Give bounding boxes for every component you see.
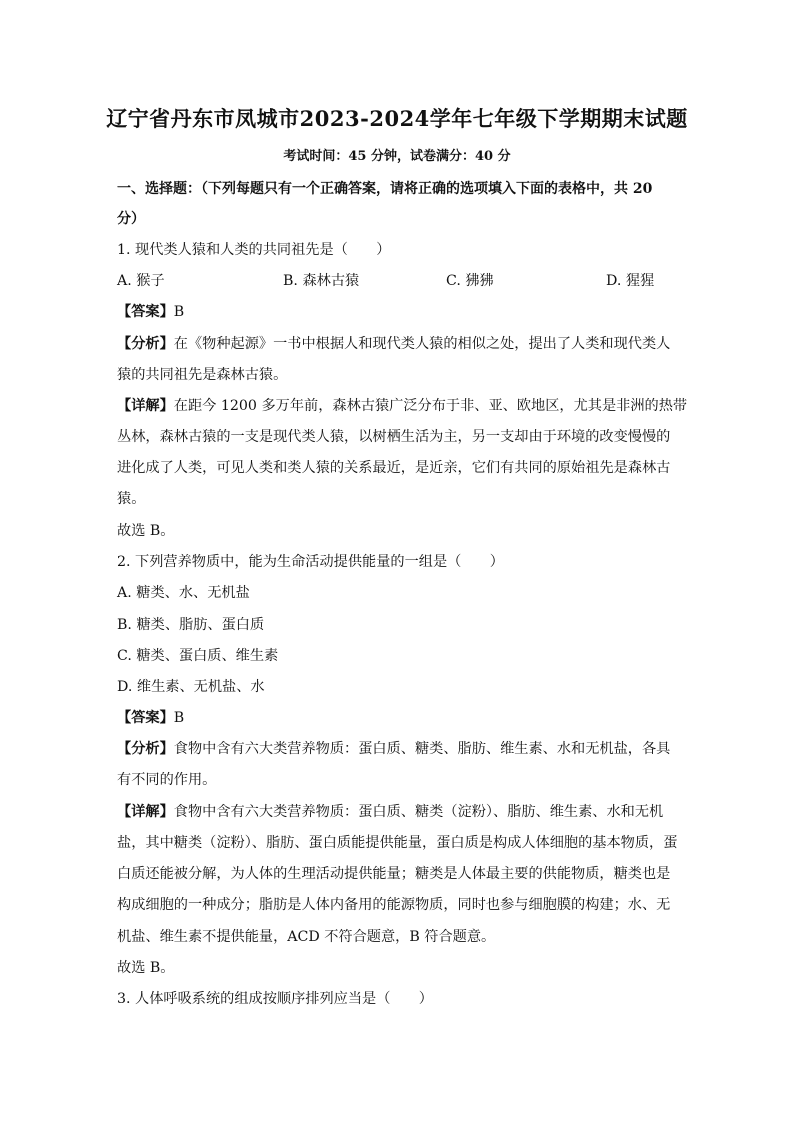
question-2-analysis-line-2: 有不同的作用。 xyxy=(117,772,217,788)
analysis-text: 在《物种起源》一书中根据人和现代类人猿的相似之处，提出了人类和现代类人 xyxy=(173,336,671,352)
question-2-detail-line-4: 构成细胞的一种成分；脂肪是人体内备用的能源物质，同时也参与细胞膜的构建；水、无 xyxy=(117,897,671,913)
answer-value: B xyxy=(173,710,185,726)
page-title: 辽宁省丹东市凤城市2023-2024学年七年级下学期期末试题 xyxy=(106,106,688,131)
analysis-tag: 【分析】 xyxy=(117,336,174,352)
question-2-detail-line-2: 盐，其中糖类（淀粉）、脂肪、蛋白质能提供能量，蛋白质是构成人体细胞的基本物质，蛋 xyxy=(117,835,678,851)
question-1-analysis xyxy=(117,333,670,353)
question-1-conclusion: 故选 B。 xyxy=(117,523,175,539)
analysis-text: 食物中含有六大类营养物质：蛋白质、糖类、脂肪、维生素、水和无机盐，各具 xyxy=(173,741,671,757)
detail-text: 在距今 1200 多万年前，森林古猿广泛分布于非、亚、欧地区，尤其是非洲的热带 xyxy=(173,398,688,414)
question-1-detail xyxy=(117,395,687,415)
question-1-option-d: D. 猩猩 xyxy=(606,273,655,289)
answer-value: B xyxy=(173,304,185,320)
question-1-detail-line-4: 猿。 xyxy=(117,491,146,507)
question-1-stem: 1. 现代类人猿和人类的共同祖先是（ ） xyxy=(117,242,391,258)
question-2-detail-line-5: 机盐、维生素不提供能量，ACD 不符合题意，B 符合题意。 xyxy=(117,929,496,945)
detail-text: 食物中含有六大类营养物质：蛋白质、糖类（淀粉）、脂肪、维生素、水和无机 xyxy=(173,804,664,820)
question-2-option-d: D. 维生素、无机盐、水 xyxy=(117,679,265,695)
question-2-option-b: B. 糖类、脂肪、蛋白质 xyxy=(117,617,265,633)
answer-tag: 【答案】 xyxy=(117,304,174,320)
section-heading: 一、选择题：（下列每题只有一个正确答案，请将正确的选项填入下面的表格中，共 20 xyxy=(117,181,653,197)
question-2-option-c: C. 糖类、蛋白质、维生素 xyxy=(117,648,279,664)
question-2-detail-line-3: 白质还能被分解，为人体的生理活动提供能量；糖类是人体最主要的供能物质，糖类也是 xyxy=(117,866,671,882)
detail-tag: 【详解】 xyxy=(117,398,174,414)
exam-info: 考试时间：45 分钟，试卷满分：40 分 xyxy=(283,149,511,164)
answer-tag: 【答案】 xyxy=(117,710,174,726)
question-2-answer xyxy=(117,707,184,727)
question-1-detail-line-3: 进化成了人类，可见人类和类人猿的关系最近，是近亲，它们有共同的原始祖先是森林古 xyxy=(117,460,671,476)
analysis-tag: 【分析】 xyxy=(117,741,174,757)
question-2-analysis xyxy=(117,738,670,758)
question-2-detail xyxy=(117,801,663,821)
question-3-stem: 3. 人体呼吸系统的组成按顺序排列应当是（ ） xyxy=(117,991,433,1007)
question-1-answer xyxy=(117,301,184,321)
question-2-option-a: A. 糖类、水、无机盐 xyxy=(117,585,250,601)
question-1-detail-line-2: 丛林，森林古猿的一支是现代类人猿，以树栖生活为主，另一支却由于环境的改变慢慢的 xyxy=(117,429,671,445)
question-1-option-b: B. 森林古猿 xyxy=(283,273,360,289)
question-1-analysis-line-2: 猿的共同祖先是森林古猿。 xyxy=(117,367,288,383)
detail-tag: 【详解】 xyxy=(117,804,174,820)
question-2-stem: 2. 下列营养物质中，能为生命活动提供能量的一组是（ ） xyxy=(117,554,504,570)
question-1-option-c: C. 狒狒 xyxy=(446,273,494,289)
question-1-option-a: A. 猴子 xyxy=(117,273,165,289)
question-2-conclusion: 故选 B。 xyxy=(117,960,175,976)
section-heading-continued: 分） xyxy=(117,211,145,227)
